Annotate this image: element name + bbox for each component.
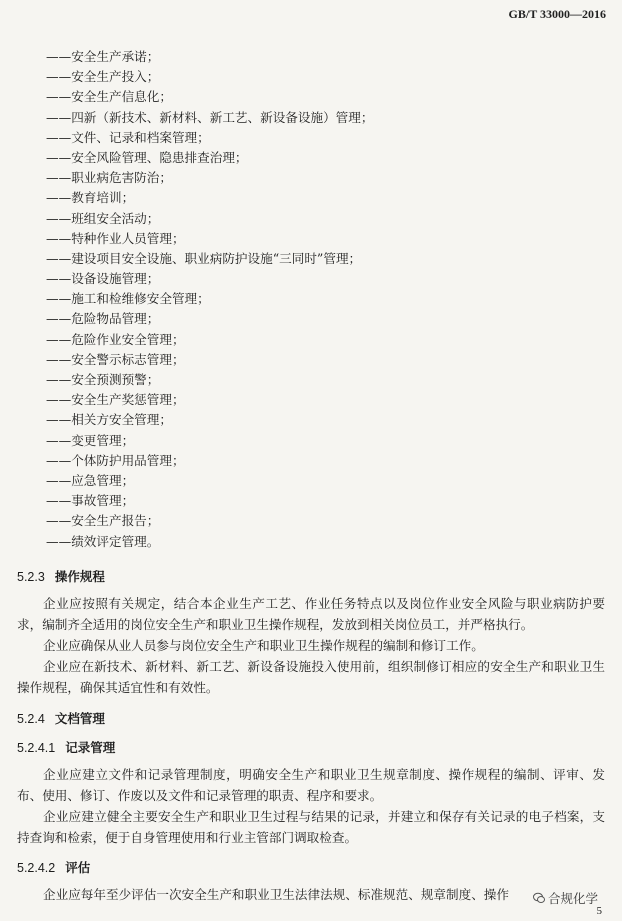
section-5-2-4-heading xyxy=(17,709,105,727)
list-item: ——事故管理； xyxy=(46,493,135,509)
list-item: ——文件、记录和档案管理； xyxy=(46,129,210,145)
section-title: 文档管理 xyxy=(54,711,105,726)
watermark-text: 合规化学 xyxy=(547,891,598,906)
list-item: ——特种作业人员管理； xyxy=(46,230,185,246)
list-item: ——施工和检维修安全管理； xyxy=(46,291,210,307)
paragraph: 企业应建立健全主要安全生产和职业卫生过程与结果的记录，并建立和保存有关记录的电子档案，支持查询和检索，便于自身管理使用和行业主管部门调取检查。 xyxy=(17,809,605,845)
list-item: ——设备设施管理； xyxy=(46,271,160,287)
section-title: 评估 xyxy=(65,860,91,875)
section-number: 5.2.3 xyxy=(17,570,45,584)
list-item: ——安全生产报告； xyxy=(46,513,160,529)
document-code: GB/T 33000—2016 xyxy=(508,7,606,21)
section-5-2-3-heading xyxy=(17,567,105,585)
wechat-icon xyxy=(533,892,545,904)
list-item: ——相关方安全管理； xyxy=(46,412,172,428)
section-number: 5.2.4 xyxy=(17,712,45,726)
list-item: ——安全生产信息化； xyxy=(46,89,172,105)
list-item: ——安全预测预警； xyxy=(46,372,160,387)
list-item: ——四新（新技术、新材料、新工艺、新设备设施）管理； xyxy=(46,109,374,125)
list-item: ——教育培训； xyxy=(46,190,135,206)
list-item: ——变更管理； xyxy=(46,432,135,448)
section-title: 记录管理 xyxy=(65,740,116,755)
paragraph: 企业应在新技术、新材料、新工艺、新设备设施投入使用前，组织制修订相应的安全生产和职业卫生操作规程，确保其适宜性和有效性。 xyxy=(17,659,605,695)
list-item: ——安全生产奖惩管理； xyxy=(46,392,185,408)
section-number: 5.2.4.2 xyxy=(17,861,56,875)
list-item: ——安全生产投入； xyxy=(46,69,160,85)
list-item: ——班组安全活动； xyxy=(46,210,160,226)
paragraph: 企业应确保从业人员参与岗位安全生产和职业卫生操作规程的编制和修订工作。 xyxy=(43,638,484,653)
page-number: 5 xyxy=(596,905,602,917)
list-item: ——应急管理； xyxy=(46,472,135,488)
management-items-list xyxy=(46,47,586,552)
list-item: ——绩效评定管理。 xyxy=(46,533,160,549)
list-item: ——安全生产承诺； xyxy=(46,49,160,64)
section-number: 5.2.4.1 xyxy=(17,741,56,755)
section-title: 操作规程 xyxy=(54,569,105,584)
list-item: ——安全风险管理、隐患排查治理； xyxy=(46,149,248,165)
list-item: ——职业病危害防治； xyxy=(46,170,172,186)
list-item: ——危险物品管理； xyxy=(46,311,160,327)
wechat-watermark xyxy=(531,889,600,907)
section-5-2-4-1-heading xyxy=(17,738,115,756)
paragraph: 企业应按照有关规定，结合本企业生产工艺、作业任务特点以及岗位作业安全风险与职业病防护要求，编制齐全适用的岗位安全生产和职业卫生操作规程，发放到相关岗位员工，并严格执行。 xyxy=(17,596,605,632)
list-item: ——个体防护用品管理； xyxy=(46,452,185,468)
paragraph: 企业应每年至少评估一次安全生产和职业卫生法律法规、标准规范、规章制度、操作 xyxy=(43,887,509,902)
list-item: ——建设项目安全设施、职业病防护设施“三同时”管理； xyxy=(46,250,362,266)
list-item: ——安全警示标志管理； xyxy=(46,351,185,367)
paragraph: 企业应建立文件和记录管理制度，明确安全生产和职业卫生规章制度、操作规程的编制、评审、发布、使用、修订、作废以及文件和记录管理的职责、程序和要求。 xyxy=(17,767,605,803)
list-item: ——危险作业安全管理； xyxy=(46,331,185,347)
section-5-2-4-2-heading xyxy=(17,858,90,876)
